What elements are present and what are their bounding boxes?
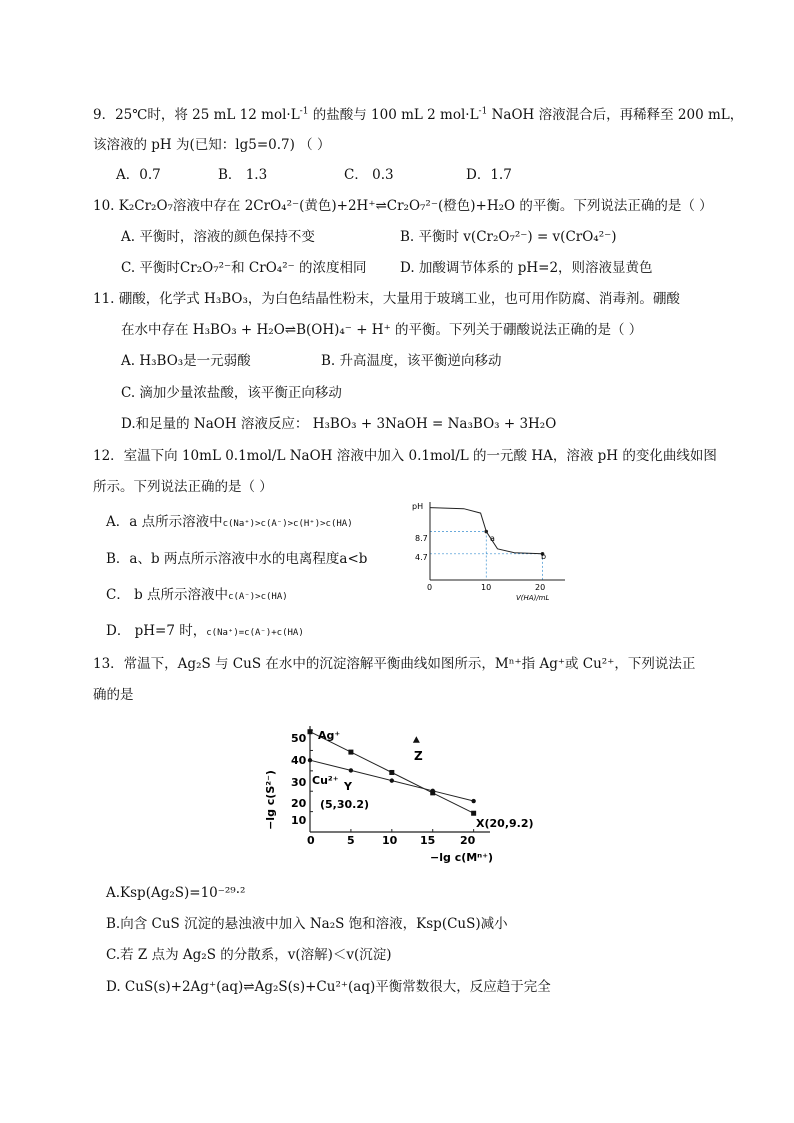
point-y-label: Y [344, 780, 352, 793]
ph-axis-label: pH [412, 502, 424, 511]
solubility-chart [254, 718, 559, 868]
q13-option-c: C.若 Z 点为 Ag₂S 的分散系，v(溶解)＜v(沉淀) [106, 947, 392, 963]
ph-x-tick-0: 0 [427, 583, 433, 592]
x-tick-0: 0 [307, 834, 315, 847]
q13-stem-line2: 确的是 [93, 687, 134, 703]
cu-point-3 [431, 789, 435, 793]
q12-stem-line2: 所示。下列说法正确的是（ ） [93, 479, 273, 495]
q13-stem-line1: 13．常温下，Ag₂S 与 CuS 在水中的沉淀溶解平衡曲线如图所示，Mⁿ⁺指 Ag⁺或 Cu²⁺，下列说法正 [93, 656, 696, 672]
cu-point-0 [308, 758, 312, 762]
ph-y-tick-8-7: 8.7 [415, 534, 428, 543]
ph-x-axis-label: V(HA)/mL [516, 594, 550, 602]
y-tick-50: 50 [291, 732, 307, 745]
ag-point-0 [308, 729, 313, 734]
q11-stem-line2: 在水中存在 H₃BO₃ + H₂O⇌B(OH)₄⁻ + H⁺ 的平衡。下列关于硼酸说法正确的是（ ） [121, 322, 643, 338]
cu-point-2 [390, 778, 394, 782]
q12-option-d-text: D． pH=7 时， [106, 623, 207, 639]
point-y-coords: (5,30.2) [320, 798, 370, 811]
point-x-label: X(20,9.2) [476, 817, 534, 830]
cu-point-4 [471, 799, 475, 803]
metal-axis-label: −lg c(Mⁿ⁺) [430, 851, 494, 864]
q13-option-d: D. CuS(s)+2Ag⁺(aq)⇌Ag₂S(s)+Cu²⁺(aq)平衡常数很大，反应趋于完全 [106, 979, 551, 995]
q12-option-c-expr: c(A⁻)>c(HA) [228, 592, 288, 602]
q10-stem: 10. K₂Cr₂O₇溶液中存在 2CrO₄²⁻(黄色)+2H⁺⇌Cr₂O₇²⁻(橙色)+H₂O 的平衡。下列说法正确的是（ ） [93, 198, 713, 214]
ag-point-2 [389, 770, 394, 775]
sulfide-axis-label: −lg c(S²⁻) [264, 770, 277, 830]
q12-option-a [106, 513, 353, 533]
q12-option-d-expr: c(Na⁺)=c(A⁻)+c(HA) [206, 628, 304, 638]
y-tick-10: 10 [291, 814, 307, 827]
q13-option-a: A.Ksp(Ag₂S)=10⁻²⁹·² [106, 885, 246, 901]
cu-series-label: Cu²⁺ [312, 774, 339, 787]
q11-option-a: A. H₃BO₃是一元弱酸 [121, 353, 251, 369]
q9-option-a: A．0.7 [116, 167, 161, 183]
point-z-marker [413, 736, 420, 743]
point-z-label: Z [414, 749, 423, 763]
q9-option-c: C． 0.3 [344, 167, 394, 183]
q12-option-b: B．a、b 两点所示溶液中水的电离程度a<b [106, 551, 368, 567]
q9-option-b: B． 1.3 [218, 167, 268, 183]
q12-option-a-text: A．a 点所示溶液中 [106, 514, 223, 530]
y-tick-20: 20 [291, 797, 307, 810]
ph-point-a-label: a [490, 534, 495, 543]
q12-option-c-text: C． b 点所示溶液中 [106, 587, 229, 603]
cu-point-1 [349, 768, 353, 772]
q9-stem-line2: 该溶液的 pH 为(已知：lg5=0.7) （ ） [93, 137, 331, 153]
q10-option-b: B. 平衡时 v(Cr₂O₇²⁻) = v(CrO₄²⁻) [400, 229, 617, 245]
q9-option-d: D．1.7 [466, 167, 512, 183]
q12-option-a-expr: c(Na⁺)>c(A⁻)>c(H⁺)>c(HA) [222, 519, 353, 529]
ph-x-tick-20: 20 [535, 583, 546, 592]
q11-option-c: C. 滴加少量浓盐酸，该平衡正向移动 [121, 385, 342, 401]
ph-point-b-label: b [541, 552, 547, 561]
q11-option-d: D.和足量的 NaOH 溶液反应： H₃BO₃ + 3NaOH = Na₃BO₃ + 3H₂O [121, 416, 557, 432]
q13-option-b: B.向含 CuS 沉淀的悬浊液中加入 Na₂S 饱和溶液，Ksp(CuS)减小 [106, 916, 508, 932]
q10-option-c: C. 平衡时Cr₂O₇²⁻和 CrO₄²⁻ 的浓度相同 [121, 260, 367, 276]
q9-stem-line1: 9．25℃时，将 25 mL 12 $mol\cdot L^{-1}$ 的盐酸与 100 mL 2 $mol\cdot L^{-1}$ NaOH 溶液混合后，再稀释至 200 mL， [93, 106, 744, 123]
q11-option-b: B. 升高温度，该平衡逆向移动 [321, 353, 502, 369]
x-tick-5: 5 [347, 834, 355, 847]
x-tick-10: 10 [382, 834, 398, 847]
q10-option-a: A. 平衡时，溶液的颜色保持不变 [121, 229, 315, 245]
y-tick-40: 40 [291, 754, 307, 767]
ag-point-4 [471, 811, 476, 816]
ph-y-tick-4-7: 4.7 [415, 553, 428, 562]
ph-x-tick-10: 10 [481, 583, 492, 592]
q12-stem-line1: 12．室温下向 10mL 0.1mol/L NaOH 溶液中加入 0.1mol/L 的一元酸 HA，溶液 pH 的变化曲线如图 [93, 448, 717, 464]
q11-stem-line1: 11. 硼酸，化学式 H₃BO₃，为白色结晶性粉末，大量用于玻璃工业，也可用作防腐、消毒剂。硼酸 [93, 291, 680, 307]
q10-option-d: D. 加酸调节体系的 pH=2，则溶液显黄色 [400, 260, 653, 276]
ph-titration-chart [408, 496, 578, 608]
x-tick-15: 15 [420, 834, 436, 847]
ph-point-a [484, 530, 488, 534]
x-tick-20: 20 [460, 834, 476, 847]
ag-series-label: Ag⁺ [318, 729, 341, 742]
q12-option-c [106, 586, 288, 606]
y-tick-30: 30 [291, 776, 307, 789]
ag-point-1 [348, 750, 353, 755]
q12-option-d [106, 622, 304, 642]
